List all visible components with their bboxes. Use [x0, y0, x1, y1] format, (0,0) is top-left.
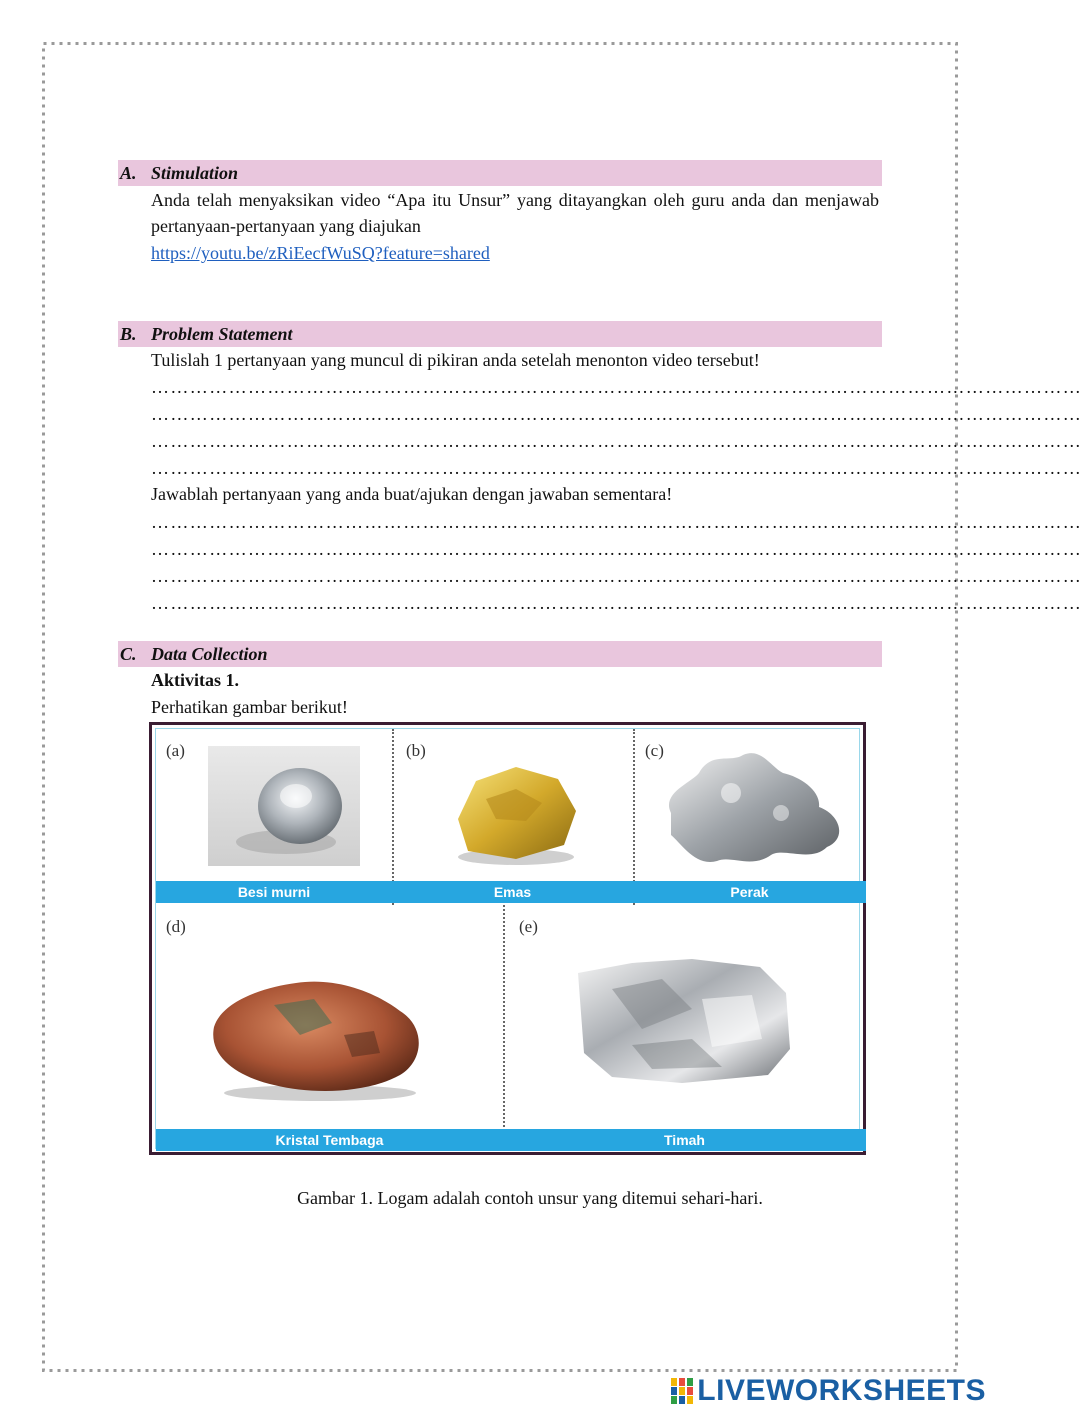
question-prompt: Tulislah 1 pertanyaan yang muncul di pikiran anda setelah menonton video tersebut!	[151, 350, 760, 370]
figure-caption: Gambar 1. Logam adalah contoh unsur yang ditemui sehari-hari.	[297, 1188, 763, 1208]
section-c-title: Data Collection	[151, 644, 268, 664]
besi-murni-image	[208, 746, 360, 866]
brand-name: LIVEWORKSHEETS	[697, 1374, 986, 1407]
panel-divider	[633, 729, 635, 905]
hypothesis-answer-line[interactable]: ………………………………………………………………………………………………………………………………	[151, 512, 1082, 532]
section-c-letter: C.	[120, 644, 137, 664]
question-answer-line[interactable]: ………………………………………………………………………………………………………………………………	[151, 404, 1082, 424]
panel-c-tag: (c)	[645, 741, 664, 760]
section-b-title: Problem Statement	[151, 324, 293, 344]
panel-a-label: Besi murni	[156, 881, 392, 903]
brand-logo	[671, 1374, 986, 1408]
section-a-header	[118, 160, 882, 186]
panel-c-label: Perak	[633, 881, 866, 903]
brand-icon	[671, 1378, 693, 1404]
panel-e-label: Timah	[503, 1129, 866, 1151]
panel-d-label: Kristal Tembaga	[156, 1129, 503, 1151]
panel-divider	[503, 905, 505, 1151]
panel-e-tag: (e)	[519, 917, 538, 936]
question-answer-line[interactable]: ………………………………………………………………………………………………………………………………	[151, 458, 1082, 478]
activity-title: Aktivitas 1.	[151, 670, 240, 690]
panel-d-tag: (d)	[166, 917, 186, 936]
section-b-letter: B.	[120, 324, 137, 344]
hypothesis-answer-line[interactable]: ………………………………………………………………………………………………………………………………	[151, 593, 1082, 613]
section-a-letter: A.	[120, 163, 137, 183]
section-b-header	[118, 321, 882, 347]
question-answer-line[interactable]: ………………………………………………………………………………………………………………………………	[151, 377, 1082, 397]
panel-b-label: Emas	[392, 881, 633, 903]
section-c-header	[118, 641, 882, 667]
kristal-tembaga-image	[204, 965, 430, 1105]
hypothesis-answer-line[interactable]: ………………………………………………………………………………………………………………………………	[151, 539, 1082, 559]
hypothesis-answer-line[interactable]: ………………………………………………………………………………………………………………………………	[151, 566, 1082, 586]
answer-prompt: Jawablah pertanyaan yang anda buat/ajukan dengan jawaban sementara!	[151, 484, 673, 504]
perak-image	[651, 743, 851, 875]
video-link[interactable]: https://youtu.be/zRiEecfWuSQ?feature=shared	[151, 243, 490, 263]
activity-instruction: Perhatikan gambar berikut!	[151, 697, 348, 717]
panel-b-tag: (b)	[406, 741, 426, 760]
section-a-title: Stimulation	[151, 163, 239, 183]
question-answer-line[interactable]: ………………………………………………………………………………………………………………………………	[151, 431, 1082, 451]
section-a-text: Anda telah menyaksikan video “Apa itu Unsur” yang ditayangkan oleh guru anda dan menjawab pertanyaan-pertanyaan yang diajukan	[151, 190, 879, 236]
panel-a-tag: (a)	[166, 741, 185, 760]
emas-image	[446, 759, 586, 869]
panel-divider	[392, 729, 394, 905]
metals-figure	[149, 722, 866, 1155]
timah-image	[572, 949, 794, 1089]
